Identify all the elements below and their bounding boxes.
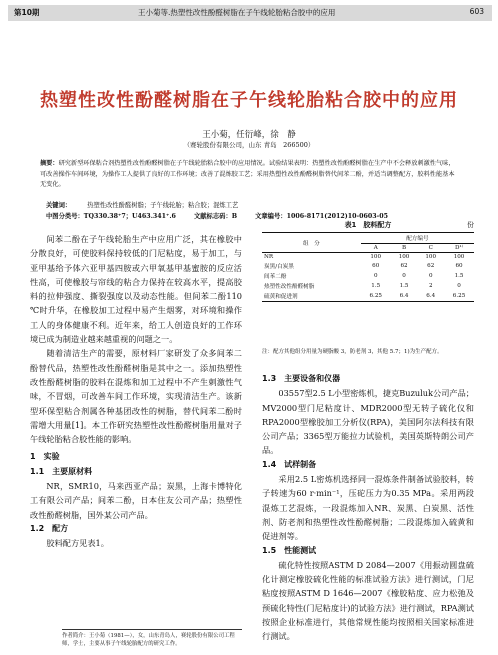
section-1-1-heading: 1.1 主要原材料 bbox=[30, 466, 93, 476]
table-cell: 1.5 bbox=[371, 283, 381, 289]
section-1-5-heading: 1.5 性能测试 bbox=[262, 545, 317, 555]
author-footnote: 作者简介：王小菊（1981—），女，山东青岛人，赛轮股份有限公司工程师，学士，主要从事子午线轮胎配方的研究工作。 bbox=[62, 629, 242, 648]
article-meta bbox=[46, 200, 466, 222]
table-cell: 0 bbox=[373, 273, 378, 279]
table-row bbox=[262, 291, 474, 302]
table-cell: 100 bbox=[370, 254, 382, 260]
section-1-2-heading: 1.2 配方 bbox=[30, 523, 69, 533]
table-cell: 1.5 bbox=[454, 273, 464, 279]
abstract-label: 摘要： bbox=[40, 160, 59, 167]
page-number: 603 bbox=[469, 7, 484, 16]
doc-code: 文献标志码：B bbox=[193, 213, 238, 220]
table-col-d: D¹⁾ bbox=[454, 245, 464, 251]
section-1-5-text: 硫化特性按照ASTM D 2084—2007《用振动圆盘硫化计测定橡胶硫化性能的标准试验方法》进行测试，门尼粘度按照ASTM D 1646—2007《橡胶粘度、应力松弛及预硫化特性(门尼粘度计)的试验方法》进行测试，RPA测试按照企业标准进行，其他常规性能均按照相关国家标准进行测试。 bbox=[262, 559, 474, 642]
section-1-2-text: 胶料配方见表1。 bbox=[46, 538, 109, 549]
section-1-heading: 1 实验 bbox=[30, 452, 60, 462]
table-cell-name: 硫黄和促进剂 bbox=[264, 294, 298, 300]
keywords-label: 关键词： bbox=[46, 202, 72, 209]
section-1-3-text: 03557型2.5 L小型密炼机，捷克Buzuluk公司产品；MV2000型门尼粘度计、MDR2000型无转子硫化仪和RPA2000型橡胶加工分析仪(RPA)，美国阿尔法科技有限公司产品；3365型万能拉力试验机，美国英斯特朗公司产品。 bbox=[262, 388, 474, 456]
table-cell: 1.5 bbox=[399, 283, 409, 289]
running-title: 王小菊等.热塑性改性酚醛树脂在子午线轮胎粘合胶中的应用 bbox=[138, 8, 336, 17]
left-column bbox=[30, 232, 242, 551]
abstract-text: 研究新型环保粘合剂热塑性改性酚醛树脂在子午线轮胎粘合胶中的应用情况。试验结果表明：热塑性改性酚醛树脂在生产中不会释放刺激性气味，可改善操作车间环境，为操作工人提供了良好的工作环境；改善了混炼胶工艺；采用热塑性改性酚醛树脂替代间苯二酚，并适当调整配方，胶料性能基本无变化。 bbox=[40, 160, 455, 188]
table-col-c: C bbox=[428, 245, 433, 251]
table-col-b: B bbox=[401, 245, 407, 251]
table-cell-name: 间苯二酚 bbox=[264, 274, 287, 280]
table-cell: 6.4 bbox=[399, 293, 409, 299]
article-title: 热塑性改性酚醛树脂在子午线轮胎粘合胶中的应用 bbox=[40, 90, 458, 111]
intro-paragraph-2: 随着清洁生产的需要，原材料厂家研发了众多间苯二酚替代品，热塑性改性酚醛树脂是其中之一。添加热塑性改性酚醛树脂的胶料在混炼和加工过程中不产生刺激性气味，不冒烟，可改善车间工作环境，实现清洁生产。该新型环保型粘合剂属各种基团改性的树脂，替代间苯二酚时需增大用量[1]。本工作研究热塑性改性酚醛树脂用量对子午线轮胎粘合胶性能的影响。 bbox=[30, 348, 242, 445]
clc-code: 中图分类号：TQ330.38⁺7；U463.341⁺.6 bbox=[46, 213, 176, 220]
table-cell: 6.4 bbox=[426, 293, 436, 299]
table-cell: 2 bbox=[428, 283, 433, 289]
section-1-1-text: NR，SMR10，马来西亚产品；炭黑，上海卡博特化工有限公司产品；间苯二酚，日本住友公司产品；热塑性改性酚醛树脂，国外某公司产品。 bbox=[30, 481, 242, 520]
table-cell-name: NR bbox=[264, 254, 274, 260]
table-header-formula: 配方编号 bbox=[361, 233, 474, 244]
section-1-4-heading: 1.4 试样制备 bbox=[262, 459, 317, 469]
table-cell: 6.25 bbox=[452, 293, 466, 299]
running-header bbox=[0, 0, 498, 22]
table-header-component: 组 分 bbox=[262, 233, 361, 253]
intro-paragraph-1: 间苯二酚在子午线轮胎生产中应用广泛，其在橡胶中分散良好，可使胶料保持较低的门尼粘度，易于加工，与亚甲基给予体六亚甲基四胺或六甲氧基甲基蜜胺的反应活性高，可使橡胶与帘线的粘合力保持在较高水平，提高胶料的拉伸强度、撕裂强度以及动态性能。但间苯二酚110 ℃时升华，在橡胶加工过程中易产生烟雾，对环境和操作工人的身体健康不利。近年来，给工人创造良好的工作环境已成为制造业越来越重视的问题之一。 bbox=[30, 234, 242, 345]
affiliation: （赛轮股份有限公司，山东 青岛 266500） bbox=[183, 141, 315, 149]
table-1-title: 表1 胶料配方 bbox=[344, 221, 392, 229]
article-id: 文章编号：1006-8171(2012)10-0603-05 bbox=[255, 213, 388, 220]
table-cell: 0 bbox=[402, 273, 406, 279]
table-col-a: A bbox=[373, 245, 378, 251]
table-1 bbox=[262, 232, 474, 302]
abstract bbox=[40, 159, 460, 191]
table-row bbox=[262, 281, 474, 291]
table-cell: 0 bbox=[428, 273, 433, 279]
keywords: 热塑性改性酚醛树脂；子午线轮胎；粘合胶；混炼工艺 bbox=[87, 202, 239, 209]
table-cell: 6.25 bbox=[369, 293, 382, 299]
table-cell-name: 炭黑/白炭黑 bbox=[264, 264, 294, 270]
right-column bbox=[262, 372, 474, 644]
table-cell: 60 bbox=[372, 263, 380, 269]
section-1-4-text: 采用2.5 L密炼机选择同一混炼条件制备试验胶料，转子转速为60 r·min⁻¹，压砣压力为0.35 MPa。采用两段混炼工艺混炼，一段混炼加入NR、炭黑、白炭黑、活性剂、防老剂和热塑性改性酚醛树脂；二段混炼加入硫黄和促进剂等。 bbox=[262, 474, 474, 542]
table-cell: 62 bbox=[427, 263, 435, 269]
section-1-3-heading: 1.3 主要设备和仪器 bbox=[262, 374, 341, 383]
table-cell-name: 热塑性改性酚醛树脂 bbox=[264, 284, 315, 290]
table-cell: 100 bbox=[425, 254, 437, 260]
authors: 王小菊，任衍峰，徐 静 bbox=[202, 130, 296, 140]
table-1-caption bbox=[262, 220, 474, 230]
table-cell: 0 bbox=[457, 283, 461, 289]
table-cell: 100 bbox=[398, 254, 410, 260]
journal-issue: 第10期 bbox=[14, 8, 40, 17]
table-row bbox=[262, 253, 474, 262]
table-row bbox=[262, 271, 474, 281]
table-cell: 62 bbox=[400, 263, 408, 269]
table-row bbox=[262, 261, 474, 271]
table-cell: 100 bbox=[453, 254, 465, 260]
table-1-note: 注：配方其他组分用量为硬脂酸 3，防老剂 3，其他 5.7；1)为生产配方。 bbox=[262, 349, 443, 355]
table-1-unit: 份 bbox=[467, 221, 474, 229]
table-cell: 60 bbox=[455, 263, 463, 269]
